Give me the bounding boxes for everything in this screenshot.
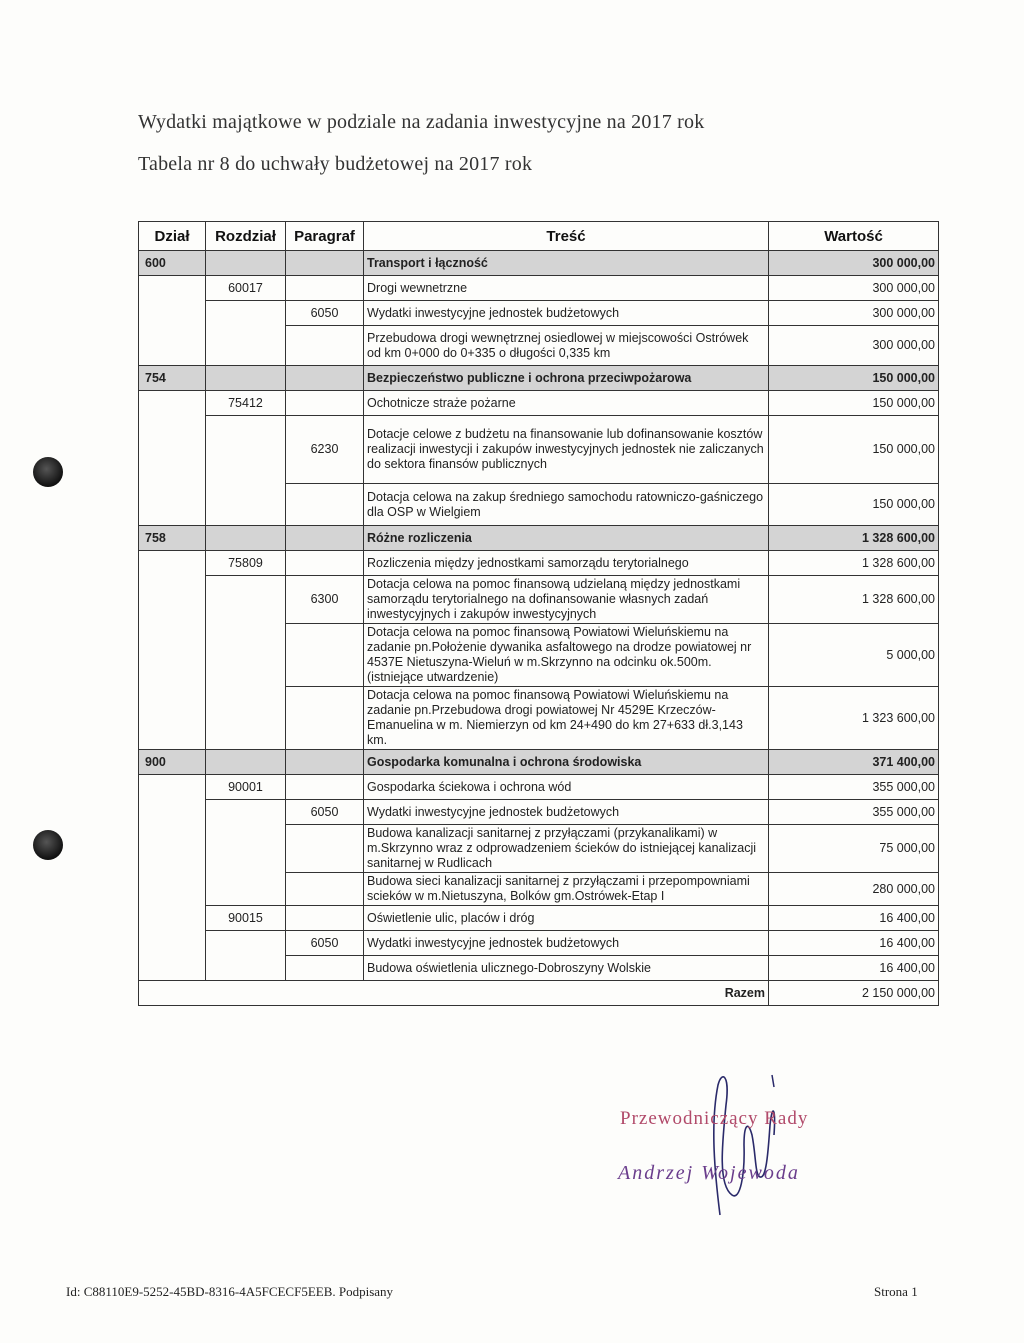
- table-row: [139, 576, 939, 624]
- paragraf-cell: [286, 750, 364, 775]
- wartosc-cell: 300 000,00: [769, 301, 939, 326]
- wartosc-cell: 150 000,00: [769, 366, 939, 391]
- paragraf-cell: [286, 391, 364, 416]
- paragraf-cell: 6050: [286, 800, 364, 825]
- table-row: [139, 301, 939, 326]
- paragraf-cell: 6300: [286, 576, 364, 624]
- rozdzial-cell-empty: [206, 800, 286, 906]
- paragraf-cell: [286, 326, 364, 366]
- rozdzial-cell: 60017: [206, 276, 286, 301]
- wartosc-cell: 16 400,00: [769, 956, 939, 981]
- wartosc-cell: 300 000,00: [769, 251, 939, 276]
- rozdzial-cell-empty: [206, 301, 286, 366]
- dzial-cell-empty: [139, 775, 206, 981]
- col-header-tresc: Treść: [364, 222, 769, 251]
- tresc-cell: Bezpieczeństwo publiczne i ochrona przeciwpożarowa: [364, 366, 769, 391]
- stamp-title: Przewodniczący Rady: [620, 1108, 809, 1129]
- table-row: [139, 906, 939, 931]
- tresc-cell: Gospodarka komunalna i ochrona środowiska: [364, 750, 769, 775]
- dzial-cell-empty: [139, 276, 206, 366]
- total-label: Razem: [139, 981, 769, 1006]
- table-row-section: [139, 251, 939, 276]
- tresc-cell: Rozliczenia między jednostkami samorządu terytorialnego: [364, 551, 769, 576]
- tresc-cell: Dotacja celowa na zakup średniego samochodu ratowniczo-gaśniczego dla OSP w Wielgiem: [364, 484, 769, 526]
- wartosc-cell: 150 000,00: [769, 416, 939, 484]
- paragraf-cell: [286, 775, 364, 800]
- rozdzial-cell: [206, 750, 286, 775]
- wartosc-cell: 1 328 600,00: [769, 576, 939, 624]
- tresc-cell: Różne rozliczenia: [364, 526, 769, 551]
- paragraf-cell: [286, 484, 364, 526]
- rozdzial-cell: [206, 251, 286, 276]
- paragraf-cell: 6230: [286, 416, 364, 484]
- document-title: Wydatki majątkowe w podziale na zadania inwestycyjne na 2017 rok: [138, 111, 705, 133]
- rozdzial-cell-empty: [206, 931, 286, 981]
- col-header-rozdzial: Rozdział: [206, 222, 286, 251]
- tresc-cell: Oświetlenie ulic, placów i dróg: [364, 906, 769, 931]
- dzial-cell: 758: [139, 526, 206, 551]
- tresc-cell: Dotacje celowe z budżetu na finansowanie lub dofinansowanie kosztów realizacji inwestycji i zakupów inwestycyjnych jednostek nie zaliczanych do sektora finansów publicznych: [364, 416, 769, 484]
- paragraf-cell: [286, 687, 364, 750]
- paragraf-cell: [286, 906, 364, 931]
- dzial-cell-empty: [139, 551, 206, 750]
- wartosc-cell: 1 328 600,00: [769, 526, 939, 551]
- table-row: [139, 391, 939, 416]
- paragraf-cell: 6050: [286, 931, 364, 956]
- paragraf-cell: [286, 624, 364, 687]
- wartosc-cell: 1 328 600,00: [769, 551, 939, 576]
- table-row: [139, 800, 939, 825]
- dzial-cell-empty: [139, 391, 206, 526]
- tresc-cell: Wydatki inwestycyjne jednostek budżetowych: [364, 800, 769, 825]
- table-row-section: [139, 366, 939, 391]
- table-row-section: [139, 526, 939, 551]
- wartosc-cell: 150 000,00: [769, 391, 939, 416]
- tresc-cell: Wydatki inwestycyjne jednostek budżetowych: [364, 301, 769, 326]
- table-row: [139, 551, 939, 576]
- total-value: 2 150 000,00: [769, 981, 939, 1006]
- table-header-row: [139, 222, 939, 251]
- rozdzial-cell: 75809: [206, 551, 286, 576]
- wartosc-cell: 5 000,00: [769, 624, 939, 687]
- paragraf-cell: [286, 873, 364, 906]
- paragraf-cell: [286, 956, 364, 981]
- wartosc-cell: 300 000,00: [769, 326, 939, 366]
- wartosc-cell: 16 400,00: [769, 931, 939, 956]
- tresc-cell: Dotacja celowa na pomoc finansową Powiatowi Wieluńskiemu na zadanie pn.Położenie dywanika asfaltowego na drodze powiatowej nr 4537E Nietuszyna-Wieluń w m.Skrzynno na odcinku ok.500m.(istniejące utwardzenie): [364, 624, 769, 687]
- binder-hole-bottom: [33, 830, 63, 860]
- tresc-cell: Dotacja celowa na pomoc finansową udzielaną między jednostkami samorządu terytorialnego na dofinansowanie własnych zadań inwestycyjnych i zakupów inwestycyjnych: [364, 576, 769, 624]
- tresc-cell: Budowa oświetlenia ulicznego-Dobroszyny Wolskie: [364, 956, 769, 981]
- binder-hole-top: [33, 457, 63, 487]
- paragraf-cell: [286, 276, 364, 301]
- document-subtitle: Tabela nr 8 do uchwały budżetowej na 2017 rok: [138, 153, 533, 175]
- tresc-cell: Dotacja celowa na pomoc finansową Powiatowi Wieluńskiemu na zadanie pn.Przebudowa drogi powiatowej Nr 4529E Krzeczów-Emanuelina w m. Niemierzyn od km 24+490 do km 27+633 dł.3,143 km.: [364, 687, 769, 750]
- page-number: Strona 1: [874, 1284, 918, 1299]
- col-header-wartosc: Wartość: [769, 222, 939, 251]
- rozdzial-cell: [206, 366, 286, 391]
- rozdzial-cell: 75412: [206, 391, 286, 416]
- rozdzial-cell-empty: [206, 416, 286, 526]
- table-row: [139, 416, 939, 484]
- paragraf-cell: [286, 366, 364, 391]
- table-row-section: [139, 750, 939, 775]
- stamp-name: Andrzej Wojewoda: [618, 1162, 800, 1184]
- budget-table: [138, 221, 939, 1006]
- paragraf-cell: [286, 251, 364, 276]
- wartosc-cell: 355 000,00: [769, 775, 939, 800]
- dzial-cell: 754: [139, 366, 206, 391]
- wartosc-cell: 371 400,00: [769, 750, 939, 775]
- rozdzial-cell-empty: [206, 576, 286, 750]
- wartosc-cell: 75 000,00: [769, 825, 939, 873]
- document-id: Id: C88110E9-5252-45BD-8316-4A5FCECF5EEB. Podpisany: [66, 1284, 394, 1299]
- total-row: [139, 981, 939, 1006]
- dzial-cell: 600: [139, 251, 206, 276]
- tresc-cell: Drogi wewnetrzne: [364, 276, 769, 301]
- wartosc-cell: 300 000,00: [769, 276, 939, 301]
- wartosc-cell: 1 323 600,00: [769, 687, 939, 750]
- wartosc-cell: 150 000,00: [769, 484, 939, 526]
- table-row: [139, 775, 939, 800]
- table-row: [139, 276, 939, 301]
- paragraf-cell: [286, 825, 364, 873]
- tresc-cell: Gospodarka ściekowa i ochrona wód: [364, 775, 769, 800]
- rozdzial-cell: 90001: [206, 775, 286, 800]
- wartosc-cell: 355 000,00: [769, 800, 939, 825]
- tresc-cell: Budowa sieci kanalizacji sanitarnej z przyłączami i przepompowniami scieków w m.Nietuszyna, Bolków gm.Ostrówek-Etap I: [364, 873, 769, 906]
- tresc-cell: Budowa kanalizacji sanitarnej z przyłączami (przykanalikami) w m.Skrzynno wraz z odprowadzeniem ścieków do istniejącej kanalizacji sanitarnej w Rudlicach: [364, 825, 769, 873]
- table-row: [139, 931, 939, 956]
- paragraf-cell: [286, 526, 364, 551]
- col-header-dzial: Dział: [139, 222, 206, 251]
- paragraf-cell: [286, 551, 364, 576]
- dzial-cell: 900: [139, 750, 206, 775]
- rozdzial-cell: [206, 526, 286, 551]
- tresc-cell: Transport i łączność: [364, 251, 769, 276]
- col-header-paragraf: Paragraf: [286, 222, 364, 251]
- tresc-cell: Przebudowa drogi wewnętrznej osiedlowej w miejscowości Ostrówek od km 0+000 do 0+335 o długości 0,335 km: [364, 326, 769, 366]
- tresc-cell: Ochotnicze straże pożarne: [364, 391, 769, 416]
- rozdzial-cell: 90015: [206, 906, 286, 931]
- tresc-cell: Wydatki inwestycyjne jednostek budżetowych: [364, 931, 769, 956]
- wartosc-cell: 16 400,00: [769, 906, 939, 931]
- handwritten-signature: [660, 1065, 810, 1225]
- wartosc-cell: 280 000,00: [769, 873, 939, 906]
- paragraf-cell: 6050: [286, 301, 364, 326]
